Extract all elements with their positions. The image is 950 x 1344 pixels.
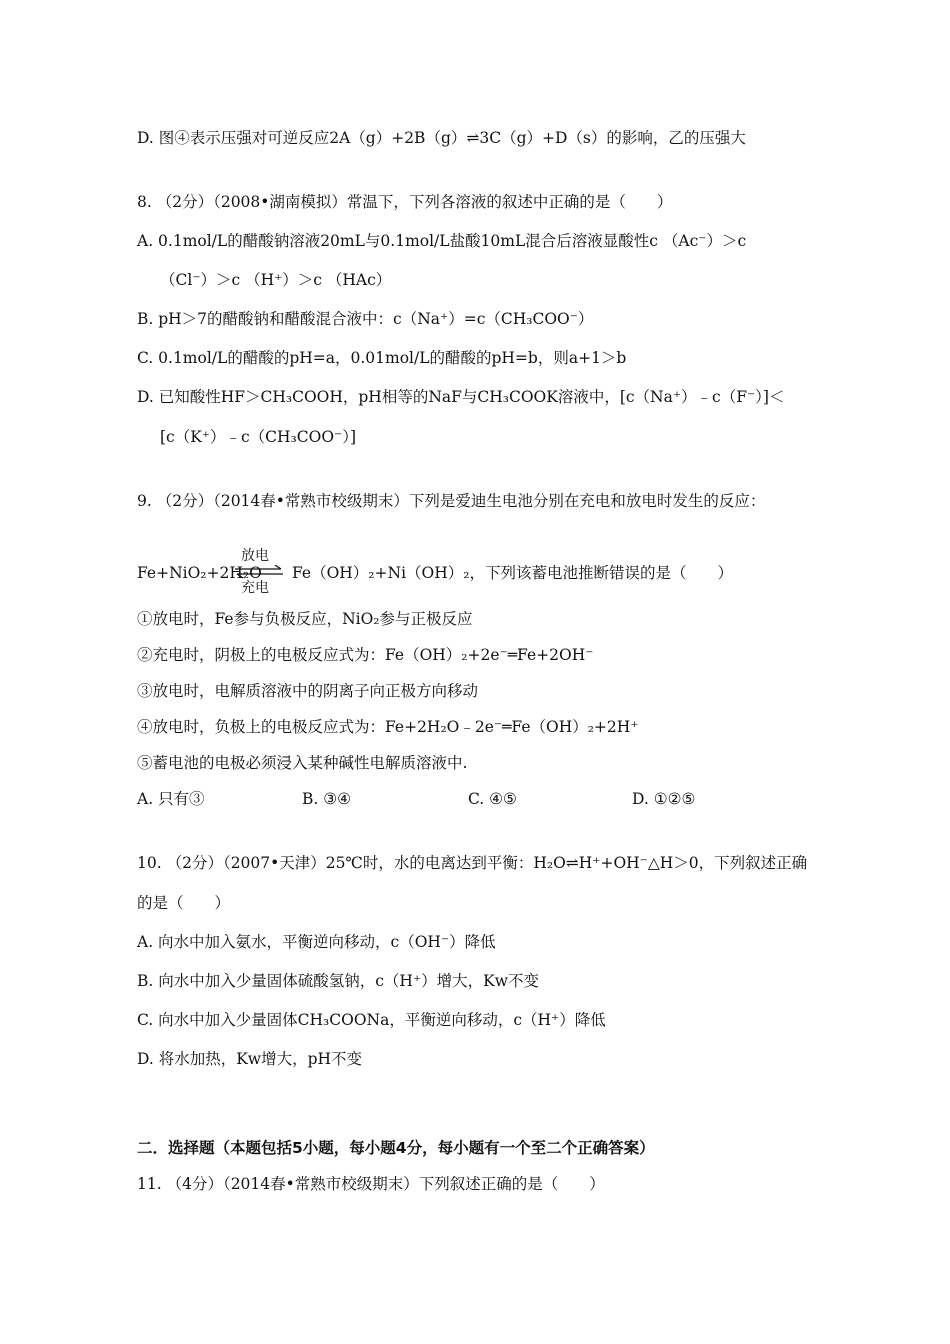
q8-option-b: B. pH＞7的醋酸钠和醋酸混合液中：c（Na⁺）=c（CH₃COO⁻）: [137, 310, 594, 328]
q8-option-d-line2: [c（K⁺）﹣c（CH₃COO⁻）]: [160, 428, 357, 446]
q9-option-b: B. ③④: [302, 790, 352, 808]
q9-statement-4: ④放电时，负极上的电极反应式为：Fe+2H₂O﹣2e⁻═Fe（OH）₂+2H⁺: [137, 718, 639, 736]
arrow-label-charge: 充电: [241, 580, 269, 596]
q9-option-d: D. ①②⑤: [632, 790, 696, 808]
q9-statement-5: ⑤蓄电池的电极必须浸入某种碱性电解质溶液中.: [137, 754, 468, 772]
q9-equation-products: Fe（OH）₂+Ni（OH）₂，下列该蓄电池推断错误的是（ ）: [292, 564, 733, 582]
q10-option-a: A. 向水中加入氨水，平衡逆向移动，c（OH⁻）降低: [137, 933, 496, 951]
q9-stem: 9. （2分）（2014春•常熟市校级期末）下列是爱迪生电池分别在充电和放电时发生的反应：: [137, 492, 766, 510]
q9-option-c: C. ④⑤: [468, 790, 517, 808]
q9-equation-reactants: Fe+NiO₂+2H₂O: [137, 564, 262, 582]
q9-statement-1: ①放电时，Fe参与负极反应，NiO₂参与正极反应: [137, 610, 473, 628]
q8-option-a-line1: A. 0.1mol/L的醋酸钠溶液20mL与0.1mol/L盐酸10mL混合后溶液显酸性c （Ac⁻）＞c: [137, 232, 747, 250]
q9-statement-3: ③放电时，电解质溶液中的阴离子向正极方向移动: [137, 682, 479, 700]
q7-option-d: D. 图④表示压强对可逆反应2A（g）+2B（g）⇌3C（g）+D（s）的影响，乙的压强大: [137, 129, 746, 147]
q10-option-c: C. 向水中加入少量固体CH₃COONa，平衡逆向移动，c（H⁺）降低: [137, 1011, 606, 1029]
q10-stem-line2: 的是（ ）: [137, 894, 231, 912]
q9-reversible-arrow: [233, 545, 285, 599]
section-2-heading: 二．选择题（本题包括5小题，每小题4分，每小题有一个至二个正确答案）: [137, 1139, 655, 1157]
q10-option-b: B. 向水中加入少量固体硫酸氢钠，c（H⁺）增大，Kw不变: [137, 972, 539, 990]
q8-option-c: C. 0.1mol/L的醋酸的pH=a，0.01mol/L的醋酸的pH=b，则a+1＞b: [137, 349, 627, 367]
q9-option-a: A. 只有③: [137, 790, 205, 808]
q8-option-d-line1: D. 已知酸性HF＞CH₃COOH，pH相等的NaF与CH₃COOK溶液中，[c（Na⁺）﹣c（F⁻）]＜: [137, 388, 785, 406]
q11-stem: 11. （4分）（2014春•常熟市校级期末）下列叙述正确的是（ ）: [137, 1175, 605, 1193]
q8-stem: 8. （2分）（2008•湖南模拟）常温下，下列各溶液的叙述中正确的是（ ）: [137, 193, 673, 211]
q8-option-a-line2: （Cl⁻）＞c （H⁺）＞c （HAc）: [160, 271, 392, 289]
q9-statement-2: ②充电时，阴极上的电极反应式为：Fe（OH）₂+2e⁻═Fe+2OH⁻: [137, 646, 594, 664]
q10-stem-line1: 10. （2分）（2007•天津）25℃时，水的电离达到平衡：H₂O⇌H⁺+OH⁻△H＞0，下列叙述正确: [137, 854, 808, 872]
arrow-label-discharge: 放电: [241, 548, 269, 564]
q10-option-d: D. 将水加热，Kw增大，pH不变: [137, 1050, 363, 1068]
